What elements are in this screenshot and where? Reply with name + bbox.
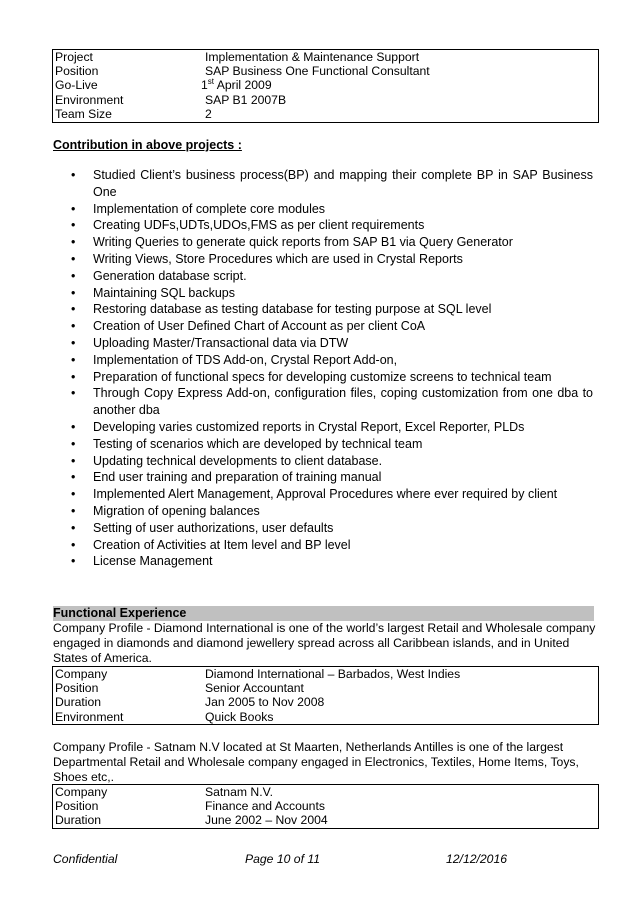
contribution-item: [53, 436, 593, 453]
bullet-icon: •: [71, 520, 76, 535]
contribution-item: [53, 486, 593, 503]
bullet-icon: •: [71, 419, 76, 434]
contribution-item-text: Updating technical developments to client database.: [93, 453, 383, 468]
project-value: Implementation & Maintenance Support: [205, 50, 420, 64]
contribution-item: [53, 553, 593, 570]
company-row: [53, 785, 598, 799]
contribution-item-text: License Management: [93, 554, 213, 569]
contribution-item: [53, 385, 593, 419]
contribution-item-text: Preparation of functional specs for developing customize screens to technical team: [93, 369, 552, 384]
company-value: Satnam N.V.: [205, 785, 273, 799]
project-table: [52, 49, 599, 123]
contribution-item-text: Creation of User Defined Chart of Account as per client CoA: [93, 319, 426, 334]
experience-table-satnam: [52, 784, 599, 829]
bullet-icon: •: [71, 369, 76, 384]
bullet-icon: •: [71, 285, 76, 300]
footer-date: 12/12/2016: [446, 852, 507, 866]
position-row: [53, 799, 598, 813]
environment-label: Environment: [55, 92, 124, 107]
bullet-icon: •: [71, 168, 76, 182]
environment-label: Environment: [55, 709, 124, 724]
project-label: Project: [55, 50, 93, 64]
bullet-icon: •: [71, 302, 76, 317]
bullet-icon: •: [71, 335, 76, 350]
bullet-icon: •: [71, 251, 76, 266]
environment-value: Quick Books: [205, 709, 274, 724]
contribution-item: [53, 369, 593, 386]
duration-row: [53, 695, 598, 709]
go-live-row: [53, 78, 598, 92]
footer-confidential: Confidential: [53, 852, 118, 866]
company-value: Diamond International – Barbados, West Indies: [205, 667, 461, 681]
experience-table-diamond: [52, 666, 599, 725]
contribution-item: [53, 301, 593, 318]
contribution-item-text: Implementation of complete core modules: [93, 201, 326, 216]
position-value: Finance and Accounts: [205, 799, 325, 814]
go-live-value: 1st April 2009: [201, 77, 272, 93]
contribution-heading: Contribution in above projects :: [53, 138, 242, 152]
contribution-item-text: Restoring database as testing database for testing purpose at SQL level: [93, 302, 492, 317]
contribution-item: [53, 453, 593, 470]
position-value: SAP Business One Functional Consultant: [205, 64, 430, 79]
contribution-item: [53, 217, 593, 234]
environment-value: SAP B1 2007B: [205, 92, 287, 107]
contribution-item-text: Creation of Activities at Item level and BP level: [93, 537, 351, 552]
environment-row: [53, 710, 598, 724]
bullet-icon: •: [71, 554, 76, 569]
company-label: Company: [55, 667, 108, 681]
position-label: Position: [55, 681, 99, 696]
contribution-item: [53, 318, 593, 335]
duration-row: [53, 813, 598, 827]
environment-row: [53, 93, 598, 107]
contribution-item-text: End user training and preparation of training manual: [93, 470, 382, 485]
company-row: [53, 667, 598, 681]
functional-experience-heading: Functional Experience: [53, 606, 594, 621]
team-size-label: Team Size: [55, 106, 112, 121]
company-profile-diamond: Company Profile - Diamond International is one of the world’s largest Retail and Wholesale company engaged in diamonds and diamond jewellery spread across all Caribbean islands, and in United States of America.: [53, 621, 596, 665]
contribution-item: [53, 285, 593, 302]
duration-label: Duration: [55, 695, 102, 710]
contribution-item-text: Writing Views, Store Procedures which are used in Crystal Reports: [93, 251, 463, 266]
duration-value: June 2002 – Nov 2004: [205, 813, 328, 828]
bullet-icon: •: [71, 352, 76, 367]
company-profile-satnam: Company Profile - Satnam N.V located at St Maarten, Netherlands Antilles is one of the largest Departmental Retail and Wholesale company engaged in Electronics, Textiles, Home Items, Toys, Shoes etc,.: [53, 740, 579, 784]
contribution-item-text: Developing varies customized reports in Crystal Report, Excel Reporter, PLDs: [93, 419, 525, 434]
contribution-item: [53, 268, 593, 285]
bullet-icon: •: [71, 386, 76, 401]
contribution-item: [53, 419, 593, 436]
contribution-list: [53, 167, 593, 570]
bullet-icon: •: [71, 436, 76, 451]
position-label: Position: [55, 64, 99, 79]
contribution-item-text: Creating UDFs,UDTs,UDOs,FMS as per client requirements: [93, 218, 425, 233]
contribution-item-text: Implemented Alert Management, Approval Procedures where ever required by client: [93, 487, 558, 502]
footer-page-number: Page 10 of 11: [245, 852, 320, 866]
contribution-item: [53, 469, 593, 486]
bullet-icon: •: [71, 453, 76, 468]
contribution-item-text: Maintaining SQL backups: [93, 285, 235, 300]
bullet-icon: •: [71, 537, 76, 552]
company-label: Company: [55, 785, 108, 799]
contribution-item: [53, 503, 593, 520]
contribution-item: [53, 201, 593, 218]
go-live-label: Go-Live: [55, 78, 98, 93]
duration-value: Jan 2005 to Nov 2008: [205, 695, 325, 710]
bullet-icon: •: [71, 201, 76, 216]
contribution-item: [53, 251, 593, 268]
contribution-item-text: Through Copy Express Add-on, configuration files, coping customization from one dba to another dba: [93, 386, 593, 418]
project-row: [53, 50, 598, 64]
bullet-icon: •: [71, 470, 76, 485]
contribution-item-text: Studied Client’s business process(BP) and mapping their complete BP in SAP Business One: [93, 168, 593, 199]
contribution-item-text: Generation database script.: [93, 268, 247, 283]
contribution-item-text: Uploading Master/Transactional data via DTW: [93, 335, 349, 350]
position-value: Senior Accountant: [205, 681, 304, 696]
contribution-item: [53, 167, 593, 201]
contribution-item-text: Migration of opening balances: [93, 503, 260, 518]
bullet-icon: •: [71, 319, 76, 334]
contribution-item-text: Implementation of TDS Add-on, Crystal Report Add-on,: [93, 352, 398, 367]
team-size-row: [53, 107, 598, 121]
bullet-icon: •: [71, 487, 76, 502]
contribution-item: [53, 234, 593, 251]
contribution-item: [53, 335, 593, 352]
contribution-item-text: Writing Queries to generate quick reports from SAP B1 via Query Generator: [93, 235, 513, 250]
position-row: [53, 681, 598, 695]
bullet-icon: •: [71, 218, 76, 233]
duration-label: Duration: [55, 813, 102, 828]
position-label: Position: [55, 799, 99, 814]
contribution-item-text: Setting of user authorizations, user defaults: [93, 520, 334, 535]
contribution-item: [53, 537, 593, 554]
bullet-icon: •: [71, 268, 76, 283]
bullet-icon: •: [71, 235, 76, 250]
position-row: [53, 64, 598, 78]
team-size-value: 2: [205, 106, 212, 121]
contribution-item-text: Testing of scenarios which are developed by technical team: [93, 436, 423, 451]
contribution-item: [53, 352, 593, 369]
bullet-icon: •: [71, 503, 76, 518]
contribution-item: [53, 520, 593, 537]
